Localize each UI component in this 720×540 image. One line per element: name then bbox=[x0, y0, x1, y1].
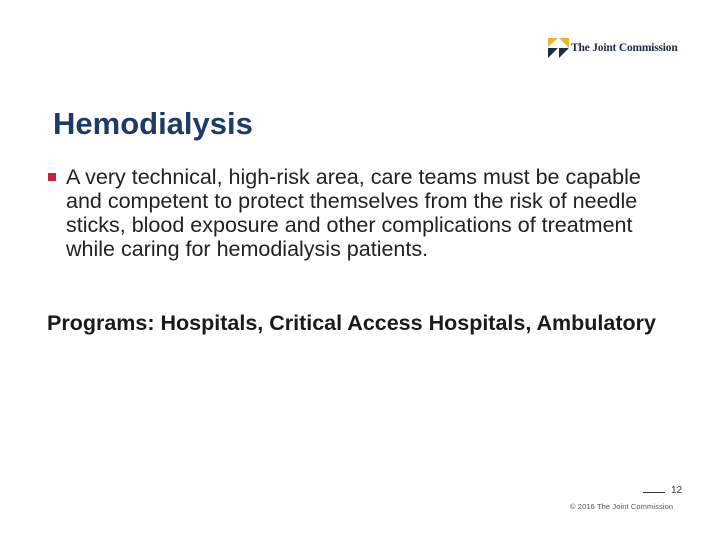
slide-title: Hemodialysis bbox=[53, 106, 253, 141]
joint-commission-mark-icon bbox=[548, 38, 570, 58]
programs-text: Programs: Hospitals, Critical Access Hospitals, Ambulatory bbox=[47, 311, 656, 335]
bullet-item bbox=[46, 165, 686, 261]
square-bullet-icon bbox=[46, 165, 66, 261]
joint-commission-logo bbox=[548, 38, 678, 58]
logo-text: The Joint Commission bbox=[571, 42, 678, 54]
bullet-text: A very technical, high-risk area, care teams must be capable and competent to protect themselves from the risk of needle sticks, blood exposure and other complications of treatment while caring for hemodialysis patients. bbox=[66, 165, 641, 261]
page-number: 12 bbox=[671, 485, 683, 496]
copyright-text: © 2016 The Joint Commission bbox=[570, 502, 674, 511]
footer-divider bbox=[643, 492, 665, 493]
